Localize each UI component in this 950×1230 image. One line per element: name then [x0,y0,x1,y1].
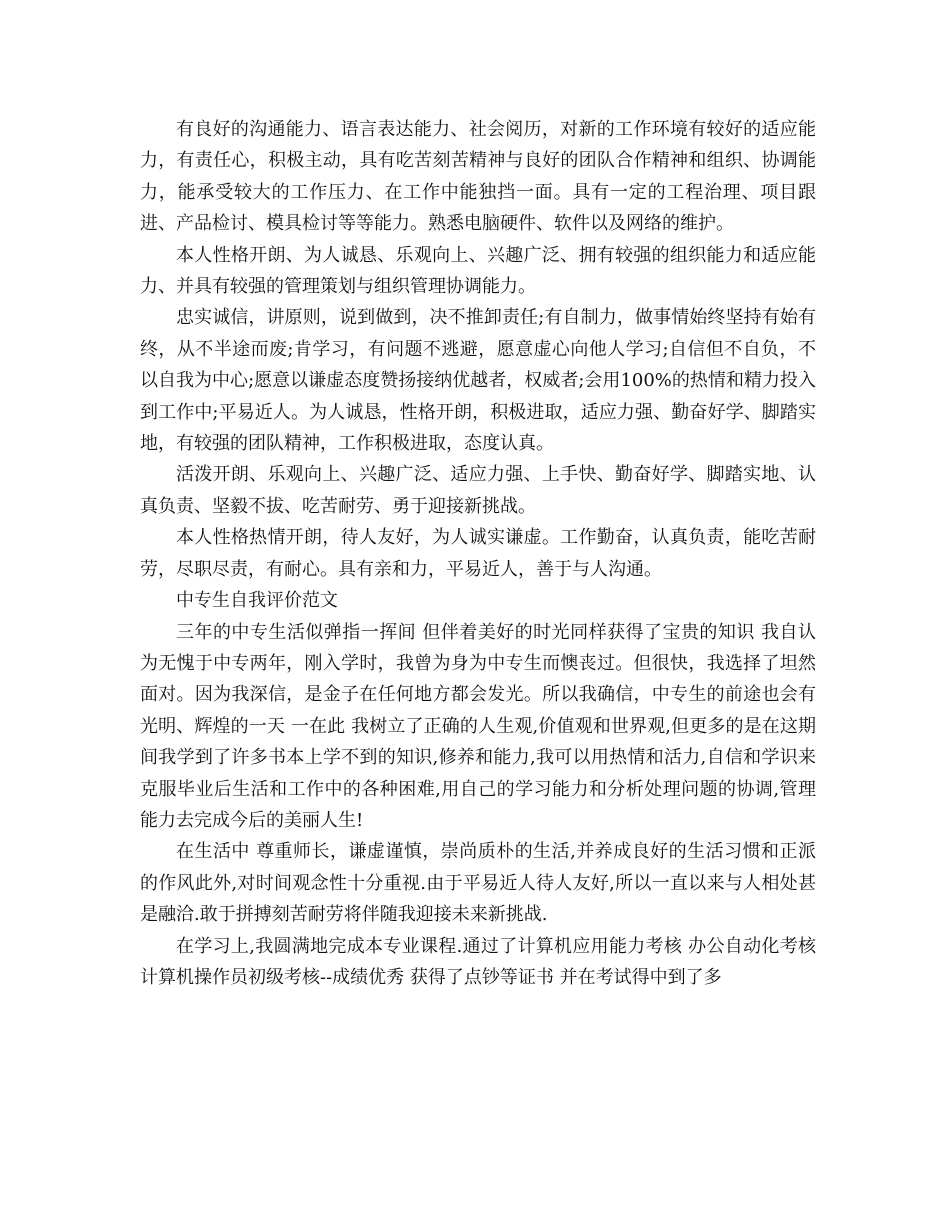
paragraph-vocational-school-life: 三年的中专生活似弹指一挥间 但伴着美好的时光同样获得了宝贵的知识 我自认为无愧于中专两年，刚入学时，我曾为身为中专生而懊丧过。但很快，我选择了坦然面对。因为我深信，是金子在任何地方都会发光。所以我确信，中专生的前途也会有光明、辉煌的一天 一在此 我树立了正确的人生观,价值观和世界观,但更多的是在这期间我学到了许多书本上学不到的知识,修养和能力,我可以用热情和活力,自信和学识来克服毕业后生活和工作中的各种困难,用自己的学习能力和分析处理问题的协调,管理能力去完成今后的美丽人生! [140,621,816,831]
section-title: 中专生自我评价范文 [176,590,338,612]
paragraph-study: 在学习上,我圆满地完成本专业课程.通过了计算机应用能力考核 办公自动化考核 计算机操作员初级考核--成绩优秀 获得了点钞等证书 并在考试得中到了多 [140,935,816,988]
paragraph-communication-skills: 有良好的沟通能力、语言表达能力、社会阅历，对新的工作环境有较好的适应能力，有责任心，积极主动，具有吃苦刻苦精神与良好的团队合作精神和组织、协调能力，能承受较大的工作压力、在工作中能独挡一面。具有一定的工程治理、项目跟进、产品检讨、模具检讨等等能力。熟悉电脑硬件、软件以及网络的维护。 [140,119,816,235]
paragraph-warm-friendly: 本人性格热情开朗，待人友好，为人诚实谦虚。工作勤奋，认真负责，能吃苦耐劳，尽职尽责，有耐心。具有亲和力，平易近人，善于与人沟通。 [140,527,816,580]
document-body [140,114,816,993]
paragraph-personality-cheerful: 本人性格开朗、为人诚恳、乐观向上、兴趣广泛、拥有较强的组织能力和适应能力、并具有较强的管理策划与组织管理协调能力。 [140,244,816,298]
paragraph-honesty-integrity: 忠实诚信，讲原则，说到做到，决不推卸责任;有自制力，做事情始终坚持有始有终，从不半途而废;肯学习，有问题不逃避，愿意虚心向他人学习;自信但不自负，不以自我为中心;愿意以谦虚态度赞扬接纳优越者，权威者;会用100%的热情和精力投入到工作中;平易近人。为人诚恳，性格开朗，积极进取，适应力强、勤奋好学、脚踏实地，有较强的团队精神，工作积极进取，态度认真。 [140,307,816,455]
paragraph-lively-optimistic: 活泼开朗、乐观向上、兴趣广泛、适应力强、上手快、勤奋好学、脚踏实地、认真负责、坚毅不拔、吃苦耐劳、勇于迎接新挑战。 [140,464,816,517]
paragraph-daily-life: 在生活中 尊重师长，谦虚谨慎，崇尚质朴的生活,并养成良好的生活习惯和正派的作风此外,对时间观念性十分重视.由于平易近人待人友好,所以一直以来与人相处甚是融洽.敢于拼搏刻苦耐劳将伴随我迎接未来新挑战. [140,841,816,926]
